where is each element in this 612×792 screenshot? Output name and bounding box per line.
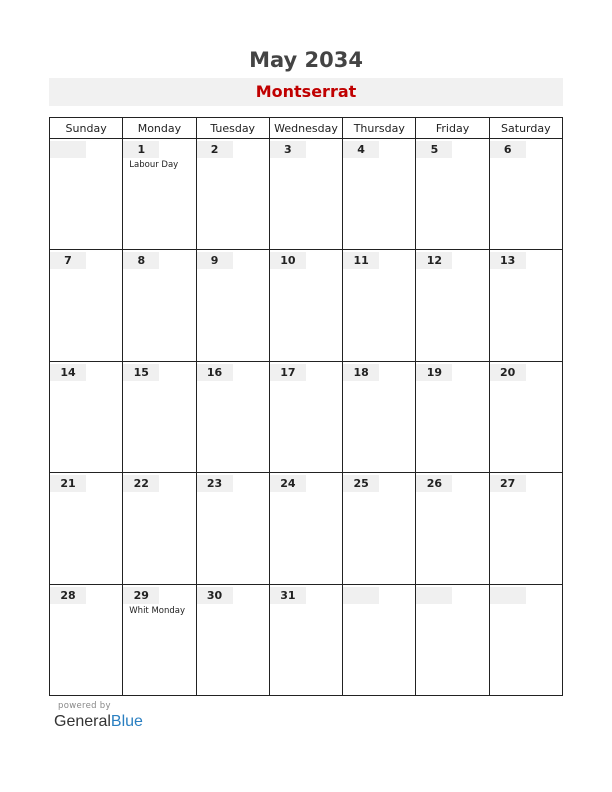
day-cell xyxy=(50,250,123,361)
day-cell xyxy=(489,139,562,250)
day-number: 4 xyxy=(343,141,379,158)
brand-name-part1: General xyxy=(54,713,111,730)
day-number xyxy=(490,587,526,604)
day-number: 22 xyxy=(123,475,159,492)
holiday-label: Labour Day xyxy=(129,160,179,170)
week-row xyxy=(50,361,563,472)
day-cell xyxy=(416,139,489,250)
day-number: 26 xyxy=(416,475,452,492)
week-row xyxy=(50,139,563,250)
day-cell xyxy=(343,584,416,695)
day-number: 31 xyxy=(270,587,306,604)
day-number: 19 xyxy=(416,364,452,381)
day-cell xyxy=(269,361,342,472)
day-cell xyxy=(343,473,416,584)
day-number xyxy=(50,141,86,158)
day-number: 20 xyxy=(490,364,526,381)
day-number: 10 xyxy=(270,252,306,269)
day-number: 24 xyxy=(270,475,306,492)
day-number: 21 xyxy=(50,475,86,492)
page-title: May 2034 xyxy=(249,48,363,72)
day-number: 14 xyxy=(50,364,86,381)
day-number: 29 xyxy=(123,587,159,604)
holiday-label: Whit Monday xyxy=(129,605,186,616)
day-cell xyxy=(196,584,269,695)
day-cell xyxy=(123,250,196,361)
day-cell xyxy=(269,250,342,361)
day-number: 1 xyxy=(123,141,159,158)
day-number: 12 xyxy=(416,252,452,269)
day-number: 5 xyxy=(416,141,452,158)
day-cell xyxy=(123,139,196,250)
day-number: 27 xyxy=(490,475,526,492)
weekday-header: Sunday xyxy=(50,118,123,139)
day-cell xyxy=(196,250,269,361)
week-row xyxy=(50,473,563,584)
day-cell xyxy=(50,473,123,584)
weekday-header: Friday xyxy=(416,118,489,139)
weekday-header: Wednesday xyxy=(269,118,342,139)
day-cell xyxy=(489,361,562,472)
day-cell xyxy=(269,584,342,695)
week-row xyxy=(50,250,563,361)
day-cell xyxy=(416,584,489,695)
day-cell xyxy=(123,584,196,695)
day-number: 3 xyxy=(270,141,306,158)
day-cell xyxy=(343,139,416,250)
week-row xyxy=(50,584,563,695)
day-cell xyxy=(489,250,562,361)
day-cell xyxy=(269,473,342,584)
day-cell xyxy=(123,473,196,584)
weekday-header: Monday xyxy=(123,118,196,139)
brand-logo xyxy=(54,713,143,731)
day-number: 28 xyxy=(50,587,86,604)
day-number xyxy=(416,587,452,604)
day-cell xyxy=(196,361,269,472)
day-cell xyxy=(489,473,562,584)
weekday-header: Tuesday xyxy=(196,118,269,139)
calendar-grid xyxy=(49,117,563,696)
day-number: 25 xyxy=(343,475,379,492)
day-cell xyxy=(416,473,489,584)
weekday-header: Thursday xyxy=(343,118,416,139)
day-number: 15 xyxy=(123,364,159,381)
weekday-header: Saturday xyxy=(489,118,562,139)
weekday-header-row xyxy=(50,118,563,139)
day-cell xyxy=(123,361,196,472)
day-number: 30 xyxy=(197,587,233,604)
day-number: 6 xyxy=(490,141,526,158)
day-number: 2 xyxy=(197,141,233,158)
day-cell xyxy=(50,584,123,695)
brand-name-part2: Blue xyxy=(110,713,143,730)
day-cell xyxy=(343,250,416,361)
day-cell xyxy=(196,139,269,250)
day-number: 8 xyxy=(123,252,159,269)
powered-by-label: powered by xyxy=(58,701,111,711)
day-cell xyxy=(416,250,489,361)
day-cell xyxy=(50,139,123,250)
day-cell xyxy=(489,584,562,695)
day-number: 11 xyxy=(343,252,379,269)
day-cell xyxy=(343,361,416,472)
day-number: 7 xyxy=(50,252,86,269)
country-name: Montserrat xyxy=(255,82,357,101)
day-number: 13 xyxy=(490,252,526,269)
day-number xyxy=(343,587,379,604)
day-cell xyxy=(416,361,489,472)
day-number: 23 xyxy=(197,475,233,492)
day-cell xyxy=(196,473,269,584)
day-cell xyxy=(269,139,342,250)
day-number: 9 xyxy=(197,252,233,269)
day-number: 16 xyxy=(197,364,233,381)
day-cell xyxy=(50,361,123,472)
country-banner xyxy=(49,78,563,106)
day-number: 18 xyxy=(343,364,379,381)
day-number: 17 xyxy=(270,364,306,381)
